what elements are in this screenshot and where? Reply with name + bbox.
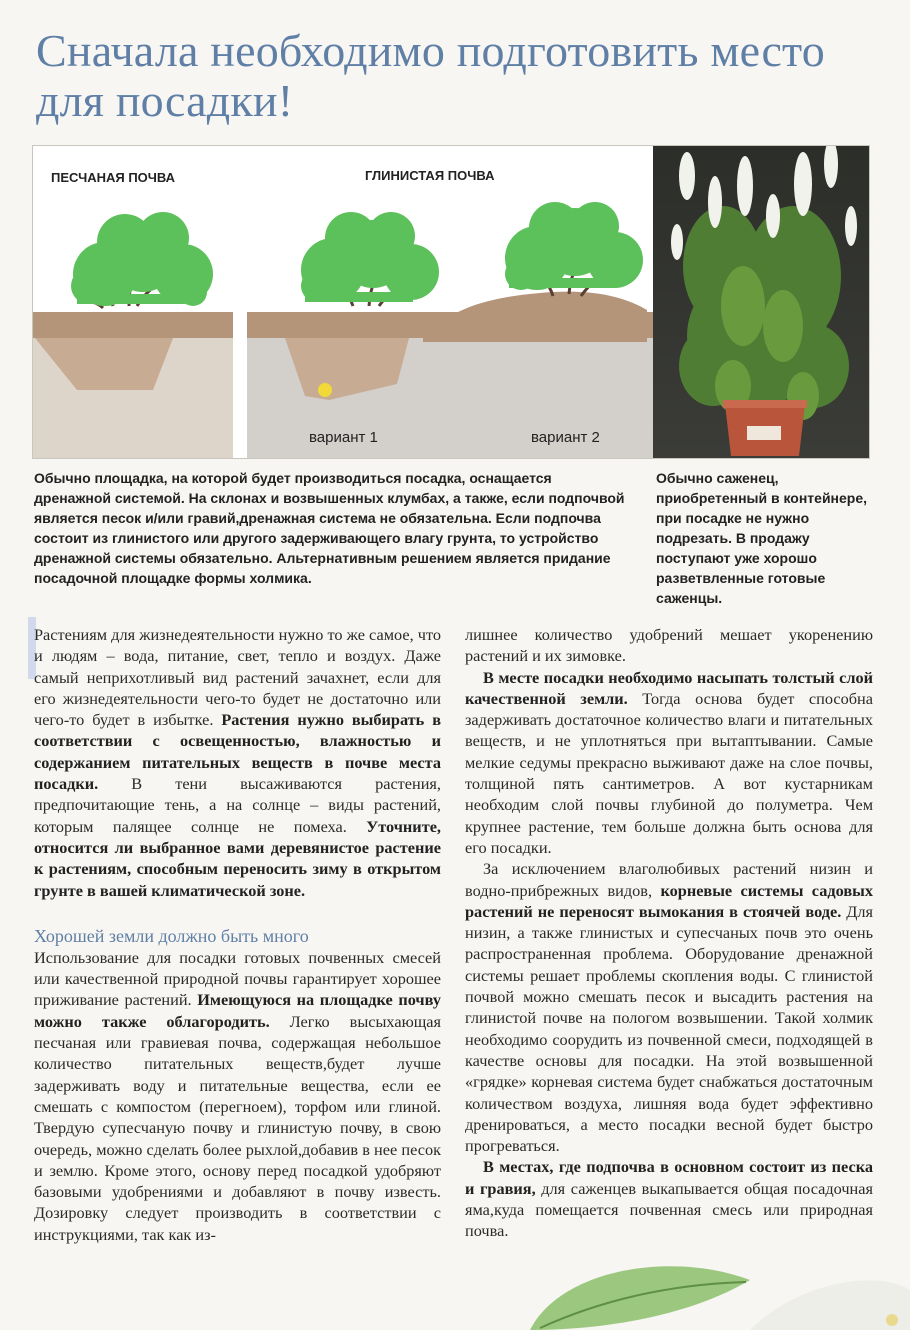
paragraph-drainage xyxy=(465,858,873,1156)
clay-soil-panel xyxy=(247,202,653,458)
label-sandy-soil: ПЕСЧАНАЯ ПОЧВА xyxy=(51,170,176,185)
text: для саженцев выкапывается общая посадочная яма,куда помещается почвенная смесь или природная почва. xyxy=(465,1178,873,1241)
text: Использование для посадки готовых почвенных смесей или качественной природной почвы гарантирует хорошее приживание растений. xyxy=(34,947,441,1010)
bold-text: Уточните, относится ли выбранное вами деревянистое растение к растениям, способным переносить зиму в открытом грунте в вашей климатической зоне. xyxy=(34,816,441,900)
paragraph-good-soil xyxy=(34,947,441,1245)
clay-shrub-variant2 xyxy=(505,202,643,290)
section-heading: Хорошей земли должно быть много xyxy=(34,925,309,946)
text: Тогда основа будет способна задерживать достаточное количество влаги и питательных веществ, и не уплотняться при вытаптывании. Самые мелкие седумы прекрасно выживают даже на слое почвы, толщиной пять сантиметров. А вот кустарникам необходим слой почвы глубиной до полуметра. Чем крупнее растение, тем больше должна быть основа для его посадки. xyxy=(465,688,873,857)
text: За исключением влаголюбивых растений низин и водно-прибрежных видов, xyxy=(465,859,873,900)
planting-mound xyxy=(423,292,647,342)
sandy-topsoil xyxy=(33,312,233,338)
label-variant-2: вариант 2 xyxy=(531,429,600,446)
label-variant-1: вариант 1 xyxy=(309,429,378,446)
text: Легко высыхающая песчаная или гравиевая почва, содержащая небольшое количество питательных веществ,будет лучше задерживать воду и питательные вещества, если ее смешать с компостом (перегноем), торфом или глиной. Твердую супесчаную почву и глинистую почву, в свою очередь, можно сделать более рыхлой,добавив в нее песок и землю. Кроме этого, основу перед посадкой удобряют базовыми удобрениями и добавляют в почву известь. Дозировку следует производить в соответствии с инструкциями, так как из- xyxy=(34,1011,441,1244)
caption-container-plant: Обычно саженец, приобретенный в контейнере, при посадке не нужно подрезать. В продажу поступают уже хорошо разветвленные готовые саженцы. xyxy=(656,470,868,606)
decorative-leaf xyxy=(500,1250,910,1330)
bold-text: корневые системы садовых растений не переносят вымокания в стоячей воде. xyxy=(465,880,873,921)
drainage-marker xyxy=(318,383,332,397)
paragraph-soil-layer xyxy=(465,667,873,859)
paragraph-fertilizer: лишнее количество удобрений мешает укоренению растений и их зимовке. xyxy=(465,625,873,666)
soil-diagram xyxy=(33,146,653,458)
bold-text: В местах, где подпочва в основном состоит из песка и гравия, xyxy=(465,1157,873,1198)
sandy-soil-panel xyxy=(33,212,233,458)
soil-figure xyxy=(32,145,870,459)
text: Растениям для жизнедеятельности нужно то же самое, что и людям – вода, питание, свет, тепло и воздух. Даже самый неприхотливый вид растений зачахнет, если для его жизнедеятельности чего-то будет не достаточно или чего-то будет в избытке. xyxy=(34,625,441,730)
bold-text: Растения нужно выбирать в соответствии с освещенностью, влажностью и содержанием питательных веществ в почве места посадки. xyxy=(34,710,441,794)
page-title: Сначала необходимо подготовить место для посадки! xyxy=(36,25,825,126)
text: Для низин, а также глинистых и супесчаных почв это очень распространенная проблема. Оборудование дренажной системы решает проблемы скопления воды. С глинистой почвой можно смешать песок и высадить растения на глинистой почве на пологом возвышении. Такой холмик необходимо соорудить из почвенной смеси, подходящей в качестве основы для посадки. На этой возвышенной «грядке» корневая система будет снабжаться достаточным количеством воздуха, лишняя вода будет эффективно дренироваться, а место посадки весной будет быстро прогреваться. xyxy=(465,901,873,1156)
text: В тени высаживаются растения, предпочитающие тень, а на солнце – виды растений, которым палящее солнце не помеха. xyxy=(34,774,441,836)
label-clay-soil: ГЛИНИСТАЯ ПОЧВА xyxy=(365,168,495,183)
clay-shrub-variant1 xyxy=(301,212,439,302)
caption-drainage: Обычно площадка, на которой будет производиться посадка, оснащается дренажной системой. На склонах и возвышенных клумбах, а также, если подпочвой является песок и/или гравий,дренажная система не обязательна. Если подпочва состоит из глинистого или другого задерживающего влагу грунта, то устройство дренажной системы обязательно. Альтернативным решением является придание посадочной площадке формы холмика. xyxy=(34,470,625,586)
paragraph-plant-needs xyxy=(34,624,441,901)
bold-text: В месте посадки необходимо насыпать толстый слой качественной земли. xyxy=(465,667,873,708)
potted-plant-photo xyxy=(653,146,869,458)
bold-text: Имеющуюся на площадке почву можно также облагородить. xyxy=(34,990,441,1031)
right-column xyxy=(465,624,873,1242)
left-column xyxy=(34,624,441,1245)
sandy-shrub xyxy=(71,212,213,306)
paragraph-sand-gravel xyxy=(465,1156,873,1241)
